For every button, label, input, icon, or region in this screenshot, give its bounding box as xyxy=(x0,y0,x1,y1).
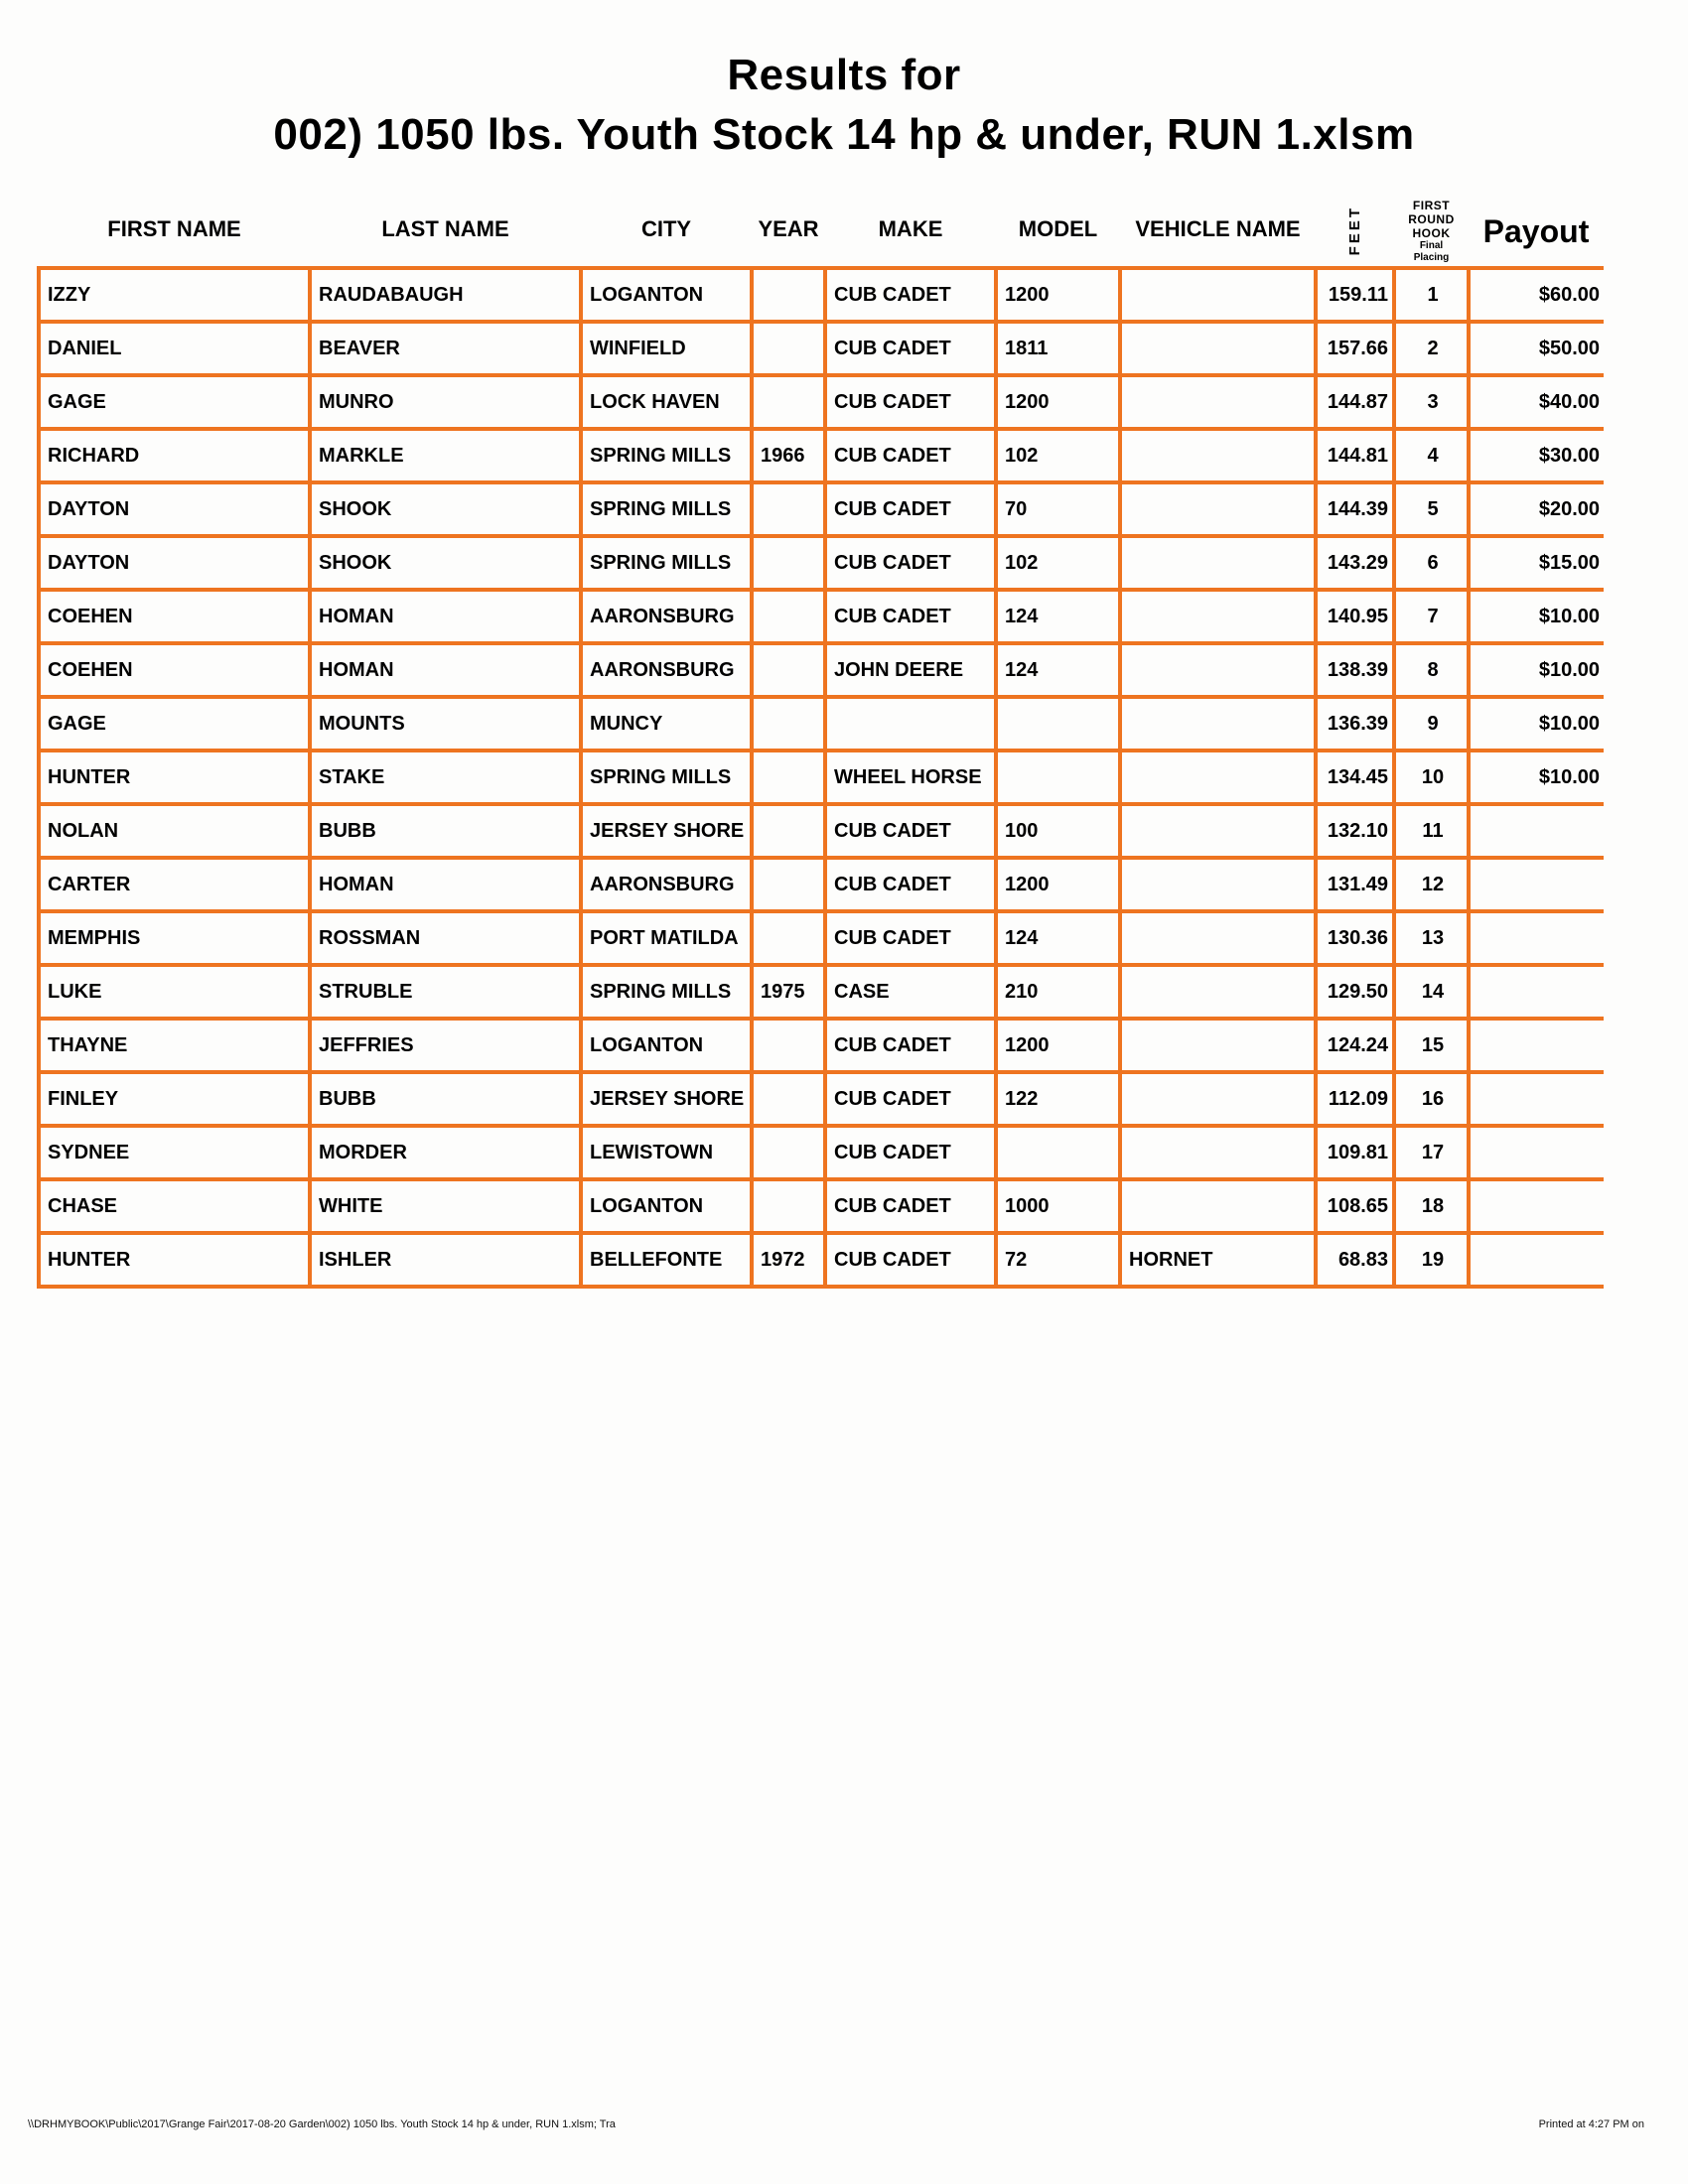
cell-last-name: ISHLER xyxy=(310,1233,581,1287)
col-header-vehicle-name: VEHICLE NAME xyxy=(1135,216,1301,241)
cell-city: AARONSBURG xyxy=(581,590,752,643)
table-row xyxy=(39,536,1604,590)
cell-model: 1811 xyxy=(996,322,1120,375)
cell-model: 1200 xyxy=(996,375,1120,429)
cell-city: LOCK HAVEN xyxy=(581,375,752,429)
cell-placing: 18 xyxy=(1394,1179,1469,1233)
cell-payout xyxy=(1469,1019,1604,1072)
table-row xyxy=(39,1179,1604,1233)
cell-make: CUB CADET xyxy=(825,482,996,536)
cell-first-name: DANIEL xyxy=(39,322,310,375)
cell-vehicle-name xyxy=(1120,429,1316,482)
cell-city: JERSEY SHORE xyxy=(581,804,752,858)
cell-make: CASE xyxy=(825,965,996,1019)
cell-payout: $50.00 xyxy=(1469,322,1604,375)
cell-placing: 17 xyxy=(1394,1126,1469,1179)
cell-make: CUB CADET xyxy=(825,1233,996,1287)
cell-model: 102 xyxy=(996,536,1120,590)
cell-vehicle-name xyxy=(1120,697,1316,751)
footer-file-path: \\DRHMYBOOK\Public\2017\Grange Fair\2017-08-20 Garden\002) 1050 lbs. Youth Stock 14 hp & under, RUN 1.xlsm; Tra xyxy=(28,2118,616,2130)
cell-last-name: SHOOK xyxy=(310,482,581,536)
cell-placing: 5 xyxy=(1394,482,1469,536)
cell-make: WHEEL HORSE xyxy=(825,751,996,804)
cell-make: JOHN DEERE xyxy=(825,643,996,697)
cell-year xyxy=(752,322,825,375)
cell-vehicle-name xyxy=(1120,858,1316,911)
cell-last-name: MARKLE xyxy=(310,429,581,482)
cell-year xyxy=(752,1179,825,1233)
col-header-make: MAKE xyxy=(878,216,943,241)
cell-first-name: COEHEN xyxy=(39,590,310,643)
cell-make: CUB CADET xyxy=(825,322,996,375)
table-header-row xyxy=(39,179,1604,268)
cell-placing: 15 xyxy=(1394,1019,1469,1072)
cell-city: JERSEY SHORE xyxy=(581,1072,752,1126)
cell-placing: 14 xyxy=(1394,965,1469,1019)
title-block xyxy=(0,52,1688,159)
cell-year xyxy=(752,1126,825,1179)
cell-year xyxy=(752,751,825,804)
cell-city: LEWISTOWN xyxy=(581,1126,752,1179)
cell-first-name: HUNTER xyxy=(39,751,310,804)
table-row xyxy=(39,375,1604,429)
cell-first-name: NOLAN xyxy=(39,804,310,858)
cell-year xyxy=(752,482,825,536)
cell-feet: 68.83 xyxy=(1316,1233,1394,1287)
table-row xyxy=(39,590,1604,643)
table-body xyxy=(39,268,1604,1287)
cell-payout xyxy=(1469,858,1604,911)
hook-header-line5: Placing xyxy=(1413,252,1450,263)
cell-make: CUB CADET xyxy=(825,268,996,322)
cell-vehicle-name xyxy=(1120,1072,1316,1126)
cell-last-name: BEAVER xyxy=(310,322,581,375)
cell-last-name: BUBB xyxy=(310,804,581,858)
cell-city: SPRING MILLS xyxy=(581,429,752,482)
cell-city: SPRING MILLS xyxy=(581,482,752,536)
cell-city: SPRING MILLS xyxy=(581,751,752,804)
cell-vehicle-name xyxy=(1120,1179,1316,1233)
cell-last-name: RAUDABAUGH xyxy=(310,268,581,322)
cell-model xyxy=(996,697,1120,751)
cell-feet: 144.39 xyxy=(1316,482,1394,536)
cell-first-name: HUNTER xyxy=(39,1233,310,1287)
hook-header-line3: HOOK xyxy=(1412,226,1451,240)
cell-placing: 19 xyxy=(1394,1233,1469,1287)
cell-first-name: RICHARD xyxy=(39,429,310,482)
cell-model: 124 xyxy=(996,911,1120,965)
cell-feet: 130.36 xyxy=(1316,911,1394,965)
table-row xyxy=(39,1233,1604,1287)
cell-feet: 108.65 xyxy=(1316,1179,1394,1233)
cell-year xyxy=(752,643,825,697)
cell-year xyxy=(752,536,825,590)
cell-city: LOGANTON xyxy=(581,1019,752,1072)
cell-vehicle-name xyxy=(1120,536,1316,590)
cell-city: MUNCY xyxy=(581,697,752,751)
table-row xyxy=(39,482,1604,536)
hook-header-line2: ROUND xyxy=(1408,212,1455,226)
hook-header-line1: FIRST xyxy=(1412,199,1451,212)
cell-vehicle-name xyxy=(1120,751,1316,804)
document-title: 002) 1050 lbs. Youth Stock 14 hp & under, RUN 1.xlsm xyxy=(273,110,1415,159)
cell-make: CUB CADET xyxy=(825,1126,996,1179)
cell-model: 122 xyxy=(996,1072,1120,1126)
cell-model: 1200 xyxy=(996,268,1120,322)
cell-first-name: DAYTON xyxy=(39,536,310,590)
cell-year xyxy=(752,911,825,965)
cell-feet: 159.11 xyxy=(1316,268,1394,322)
cell-last-name: JEFFRIES xyxy=(310,1019,581,1072)
cell-feet: 143.29 xyxy=(1316,536,1394,590)
cell-year xyxy=(752,375,825,429)
cell-make: CUB CADET xyxy=(825,536,996,590)
cell-last-name: MOUNTS xyxy=(310,697,581,751)
cell-feet: 134.45 xyxy=(1316,751,1394,804)
col-header-last-name: LAST NAME xyxy=(381,216,509,241)
col-header-first-name: FIRST NAME xyxy=(107,216,241,241)
cell-make: CUB CADET xyxy=(825,590,996,643)
page-title: Results for xyxy=(727,51,961,99)
cell-make: CUB CADET xyxy=(825,375,996,429)
feet-rotated-label: FEET xyxy=(1346,205,1363,255)
cell-year: 1966 xyxy=(752,429,825,482)
cell-last-name: ROSSMAN xyxy=(310,911,581,965)
cell-feet: 112.09 xyxy=(1316,1072,1394,1126)
cell-model: 70 xyxy=(996,482,1120,536)
cell-city: LOGANTON xyxy=(581,1179,752,1233)
cell-make: CUB CADET xyxy=(825,911,996,965)
cell-year xyxy=(752,268,825,322)
col-header-model: MODEL xyxy=(1018,216,1098,241)
table-row xyxy=(39,1072,1604,1126)
cell-placing: 13 xyxy=(1394,911,1469,965)
cell-make: CUB CADET xyxy=(825,429,996,482)
table-row xyxy=(39,1126,1604,1179)
cell-payout: $10.00 xyxy=(1469,697,1604,751)
cell-year xyxy=(752,1019,825,1072)
cell-first-name: DAYTON xyxy=(39,482,310,536)
cell-year xyxy=(752,590,825,643)
cell-placing: 11 xyxy=(1394,804,1469,858)
cell-vehicle-name xyxy=(1120,590,1316,643)
cell-model: 102 xyxy=(996,429,1120,482)
table-row xyxy=(39,322,1604,375)
cell-model: 72 xyxy=(996,1233,1120,1287)
cell-placing: 10 xyxy=(1394,751,1469,804)
col-header-year: YEAR xyxy=(758,216,819,241)
col-header-feet xyxy=(1316,179,1394,268)
cell-last-name: BUBB xyxy=(310,1072,581,1126)
table-row xyxy=(39,911,1604,965)
cell-payout xyxy=(1469,804,1604,858)
cell-payout xyxy=(1469,1233,1604,1287)
cell-city: BELLEFONTE xyxy=(581,1233,752,1287)
table-row xyxy=(39,858,1604,911)
table-row xyxy=(39,1019,1604,1072)
cell-model: 124 xyxy=(996,643,1120,697)
cell-placing: 8 xyxy=(1394,643,1469,697)
col-header-payout: Payout xyxy=(1482,213,1590,249)
cell-vehicle-name xyxy=(1120,911,1316,965)
cell-payout xyxy=(1469,965,1604,1019)
cell-feet: 129.50 xyxy=(1316,965,1394,1019)
cell-vehicle-name xyxy=(1120,1019,1316,1072)
cell-payout xyxy=(1469,911,1604,965)
cell-model xyxy=(996,1126,1120,1179)
cell-vehicle-name xyxy=(1120,1126,1316,1179)
cell-feet: 132.10 xyxy=(1316,804,1394,858)
table-row xyxy=(39,804,1604,858)
cell-first-name: SYDNEE xyxy=(39,1126,310,1179)
cell-first-name: FINLEY xyxy=(39,1072,310,1126)
cell-make: CUB CADET xyxy=(825,804,996,858)
cell-model xyxy=(996,751,1120,804)
cell-city: PORT MATILDA xyxy=(581,911,752,965)
col-header-first-round-hook xyxy=(1394,179,1469,268)
cell-first-name: LUKE xyxy=(39,965,310,1019)
cell-payout: $10.00 xyxy=(1469,643,1604,697)
cell-year: 1972 xyxy=(752,1233,825,1287)
cell-feet: 138.39 xyxy=(1316,643,1394,697)
cell-vehicle-name xyxy=(1120,322,1316,375)
cell-last-name: STAKE xyxy=(310,751,581,804)
cell-feet: 157.66 xyxy=(1316,322,1394,375)
cell-payout xyxy=(1469,1072,1604,1126)
cell-year xyxy=(752,697,825,751)
cell-payout xyxy=(1469,1126,1604,1179)
cell-last-name: HOMAN xyxy=(310,643,581,697)
cell-first-name: COEHEN xyxy=(39,643,310,697)
cell-model: 210 xyxy=(996,965,1120,1019)
cell-model: 1200 xyxy=(996,858,1120,911)
cell-first-name: GAGE xyxy=(39,697,310,751)
cell-city: AARONSBURG xyxy=(581,858,752,911)
cell-feet: 136.39 xyxy=(1316,697,1394,751)
cell-first-name: IZZY xyxy=(39,268,310,322)
cell-make xyxy=(825,697,996,751)
cell-feet: 144.81 xyxy=(1316,429,1394,482)
cell-payout: $60.00 xyxy=(1469,268,1604,322)
cell-payout: $20.00 xyxy=(1469,482,1604,536)
cell-make: CUB CADET xyxy=(825,1019,996,1072)
cell-payout: $10.00 xyxy=(1469,590,1604,643)
cell-city: SPRING MILLS xyxy=(581,965,752,1019)
cell-model: 100 xyxy=(996,804,1120,858)
table-row xyxy=(39,965,1604,1019)
cell-payout: $10.00 xyxy=(1469,751,1604,804)
cell-vehicle-name xyxy=(1120,268,1316,322)
cell-city: WINFIELD xyxy=(581,322,752,375)
cell-vehicle-name xyxy=(1120,375,1316,429)
cell-vehicle-name xyxy=(1120,804,1316,858)
cell-last-name: MORDER xyxy=(310,1126,581,1179)
cell-payout: $40.00 xyxy=(1469,375,1604,429)
cell-payout: $15.00 xyxy=(1469,536,1604,590)
cell-model: 124 xyxy=(996,590,1120,643)
cell-make: CUB CADET xyxy=(825,858,996,911)
cell-placing: 12 xyxy=(1394,858,1469,911)
cell-last-name: MUNRO xyxy=(310,375,581,429)
cell-year xyxy=(752,858,825,911)
cell-model: 1000 xyxy=(996,1179,1120,1233)
cell-placing: 16 xyxy=(1394,1072,1469,1126)
table-row xyxy=(39,429,1604,482)
cell-first-name: GAGE xyxy=(39,375,310,429)
cell-placing: 6 xyxy=(1394,536,1469,590)
cell-last-name: WHITE xyxy=(310,1179,581,1233)
cell-placing: 4 xyxy=(1394,429,1469,482)
cell-placing: 2 xyxy=(1394,322,1469,375)
cell-last-name: HOMAN xyxy=(310,590,581,643)
cell-vehicle-name: HORNET xyxy=(1120,1233,1316,1287)
cell-placing: 3 xyxy=(1394,375,1469,429)
cell-first-name: CHASE xyxy=(39,1179,310,1233)
cell-year xyxy=(752,1072,825,1126)
cell-payout xyxy=(1469,1179,1604,1233)
cell-vehicle-name xyxy=(1120,643,1316,697)
table-row xyxy=(39,751,1604,804)
cell-last-name: STRUBLE xyxy=(310,965,581,1019)
cell-make: CUB CADET xyxy=(825,1072,996,1126)
cell-feet: 124.24 xyxy=(1316,1019,1394,1072)
cell-vehicle-name xyxy=(1120,965,1316,1019)
col-header-city: CITY xyxy=(640,216,692,241)
cell-first-name: MEMPHIS xyxy=(39,911,310,965)
cell-city: LOGANTON xyxy=(581,268,752,322)
table-row xyxy=(39,643,1604,697)
cell-feet: 144.87 xyxy=(1316,375,1394,429)
cell-last-name: HOMAN xyxy=(310,858,581,911)
cell-city: AARONSBURG xyxy=(581,643,752,697)
cell-first-name: THAYNE xyxy=(39,1019,310,1072)
cell-feet: 109.81 xyxy=(1316,1126,1394,1179)
cell-first-name: CARTER xyxy=(39,858,310,911)
cell-feet: 140.95 xyxy=(1316,590,1394,643)
results-table xyxy=(37,179,1604,1289)
footer-print-time: Printed at 4:27 PM on xyxy=(1538,2118,1644,2130)
cell-city: SPRING MILLS xyxy=(581,536,752,590)
cell-payout: $30.00 xyxy=(1469,429,1604,482)
cell-make: CUB CADET xyxy=(825,1179,996,1233)
table-row xyxy=(39,697,1604,751)
cell-model: 1200 xyxy=(996,1019,1120,1072)
cell-year: 1975 xyxy=(752,965,825,1019)
cell-last-name: SHOOK xyxy=(310,536,581,590)
cell-placing: 9 xyxy=(1394,697,1469,751)
cell-placing: 1 xyxy=(1394,268,1469,322)
cell-feet: 131.49 xyxy=(1316,858,1394,911)
hook-header-line4: Final xyxy=(1419,240,1444,251)
table-row xyxy=(39,268,1604,322)
cell-vehicle-name xyxy=(1120,482,1316,536)
cell-placing: 7 xyxy=(1394,590,1469,643)
cell-year xyxy=(752,804,825,858)
